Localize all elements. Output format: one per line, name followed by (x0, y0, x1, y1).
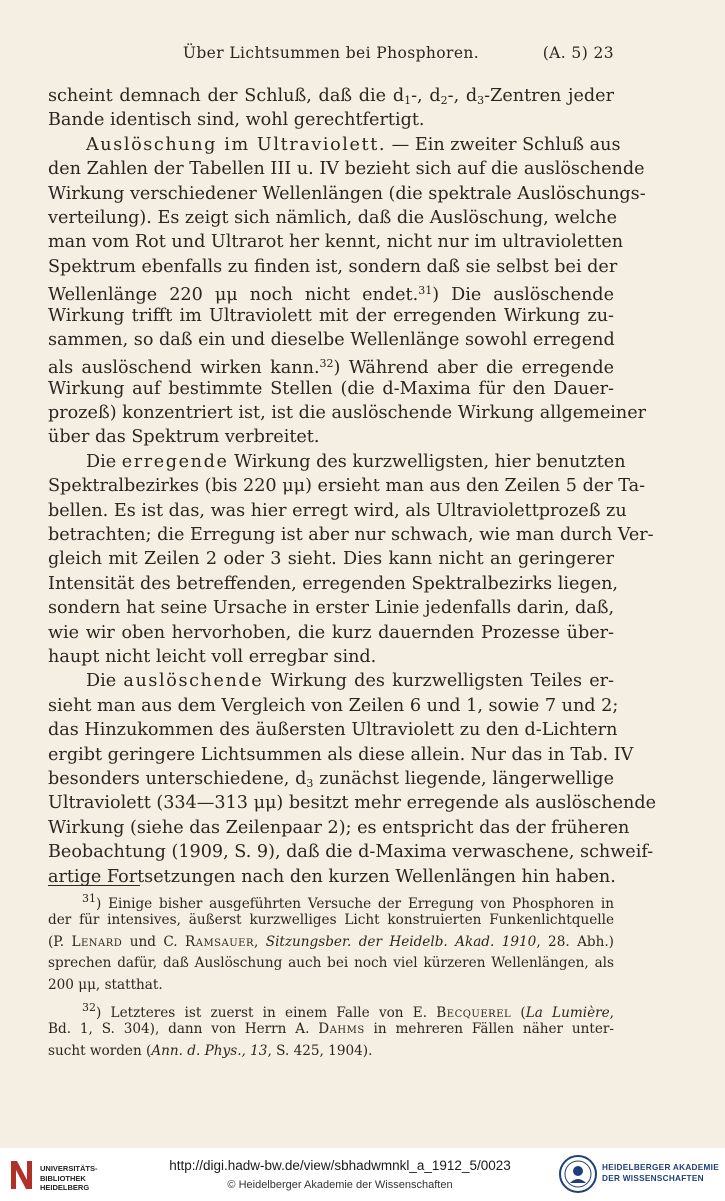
text-line: Bande identisch sind, wohl gerechtfertigt. (48, 110, 425, 131)
text-line: haupt nicht leicht voll erregbar sind. (48, 646, 377, 667)
text-line: Spektrum ebenfalls zu finden ist, sondern daß sie selbst bei der (48, 256, 618, 277)
text-line: ergibt geringere Lichtsummen als diese allein. Nur das in Tab. IV (48, 744, 634, 765)
footer-bar (0, 1148, 725, 1201)
running-title: Über Lichtsummen bei Phosphoren. (182, 44, 480, 62)
text-line: Wirkung (siehe das Zeilenpaar 2); es entspricht das der früheren (48, 817, 630, 838)
running-head (48, 44, 614, 68)
footnote-number: 32 (82, 1000, 96, 1014)
text-line: Auslöschung im Ultraviolett. — Ein zweiter Schluß aus (86, 134, 621, 155)
text-line: scheint demnach der Schluß, daß die $d_1-$, $d_2-$, $d_3$-Zentren jeder (48, 86, 614, 107)
text-line: Wirkung auf bestimmte Stellen (die d-Maxima für den Dauer- (48, 378, 614, 399)
library-name: UNIVERSITÄTS- BIBLIOTHEK HEIDELBERG (40, 1164, 98, 1192)
text-line: sondern hat seine Ursache in erster Linie jedenfalls darin, daß, (48, 598, 615, 619)
text-line: Wellenlänge 220 μμ noch nicht endet.$^{31}$) Die auslöschende (48, 284, 614, 306)
academy-seal-icon (558, 1154, 598, 1194)
footnote-line: sprechen dafür, daß Auslöschung auch bei noch viel kürzeren Wellenlängen, als (48, 955, 614, 972)
text-line: das Hinzukommen des äußersten Ultraviolett zu den d-Lichtern (48, 720, 618, 741)
text-line: Wirkung verschiedener Wellenlängen (die spektrale Auslöschungs- (48, 183, 646, 204)
footnote-ref: 31 (418, 284, 433, 298)
text-line: prozeß) konzentriert ist, ist die auslöschende Wirkung allgemeiner (48, 403, 647, 424)
text-line: sieht man aus dem Vergleich von Zeilen 6 und 1, sowie 7 und 2; (48, 695, 619, 716)
footnote-line: 200 μμ, statthat. (48, 977, 163, 994)
footnotes (48, 888, 614, 1062)
footnote-line: $^{32}$) Letzteres ist zuerst in einem Falle von E. Becquerel (La Lumière, (82, 1000, 614, 1021)
footnote-line: $^{31}$) Einige bisher ausgeführten Versuche der Erregung von Phosphoren in (82, 892, 614, 912)
body-text (48, 84, 657, 889)
text-line: Wirkung trifft im Ultraviolett mit der erregenden Wirkung zu- (48, 305, 614, 326)
text-line: über das Spektrum verbreitet. (48, 427, 320, 448)
footnote-divider (48, 885, 140, 886)
text-line: den Zahlen der Tabellen III u. IV bezieht sich auf die auslöschende (48, 159, 645, 180)
copyright-notice: © Heidelberger Akademie der Wissenschaften (227, 1179, 453, 1191)
academy-logo[interactable] (558, 1154, 723, 1196)
footnote-ref: 32 (319, 357, 334, 371)
text-line: Intensität des betreffenden, erregenden Spektralbezirks liegen, (48, 573, 619, 594)
footnote-line: Bd. 1, S. 304), dann von Herrn A. Dahms in mehreren Fällen näher unter- (48, 1020, 614, 1037)
text-line: als auslöschend wirken kann.$^{32}$) Während aber die erregende (48, 357, 614, 379)
text-line: Spektralbezirkes (bis 220 μμ) ersieht man aus den Zeilen 5 der Ta- (48, 476, 646, 497)
footnote-line: (P. Lenard und C. Ramsauer, Sitzungsber. der Heidelb. Akad. 1910, 28. Abh.) (48, 933, 614, 950)
footnote-number: 31 (82, 892, 96, 905)
text-line: bellen. Es ist das, was hier erregt wird, als Ultraviolettprozeß zu (48, 500, 627, 521)
text-line: verteilung). Es zeigt sich nämlich, daß die Auslöschung, welche (48, 207, 618, 228)
text-line: man vom Rot und Ultrarot her kennt, nicht nur im ultravioletten (48, 232, 624, 253)
text-line: Beobachtung (1909, S. 9), daß die d-Maxima verwaschene, schweif- (48, 842, 654, 863)
text-line: artige Fortsetzungen nach den kurzen Wellenlängen hin haben. (48, 866, 616, 887)
source-url-link[interactable]: http://digi.hadw-bw.de/view/sbhadwmnkl_a_1912_5/0023 (169, 1158, 511, 1173)
footnote-line: der für intensives, äußerst kurzwelliges Licht konstruierten Funkenlichtquelle (48, 911, 614, 928)
academy-name: HEIDELBERGER AKADEMIE DER WISSENSCHAFTEN (602, 1163, 719, 1183)
text-line: Die auslöschende Wirkung des kurzwelligsten Teiles er- (86, 671, 614, 692)
university-library-logo[interactable] (8, 1158, 128, 1196)
text-line: betrachten; die Erregung ist aber nur schwach, wie man durch Ver- (48, 525, 654, 546)
text-line: Ultraviolett (334—313 μμ) besitzt mehr erregende als auslöschende (48, 793, 657, 814)
text-line: sammen, so daß ein und dieselbe Wellenlänge sowohl erregend (48, 329, 615, 350)
section-heading: Auslöschung im Ultraviolett. (86, 134, 387, 155)
text-line: gleich mit Zeilen 2 oder 3 sieht. Dies kann nicht an geringerer (48, 549, 614, 570)
page-number: (A. 5) 23 (542, 44, 614, 62)
footnote-line: sucht worden (Ann. d. Phys., 13, S. 425, 1904). (48, 1042, 373, 1059)
text-line: wie wir oben hervorhoben, die kurz dauernden Prozesse über- (48, 622, 614, 643)
library-emblem-icon (8, 1158, 36, 1192)
text-line: besonders unterschiedene, $d_3$ zunächst liegende, längerwellige (48, 768, 614, 790)
text-line: Die erregende Wirkung des kurzwelligsten, hier benutzten (86, 451, 626, 472)
